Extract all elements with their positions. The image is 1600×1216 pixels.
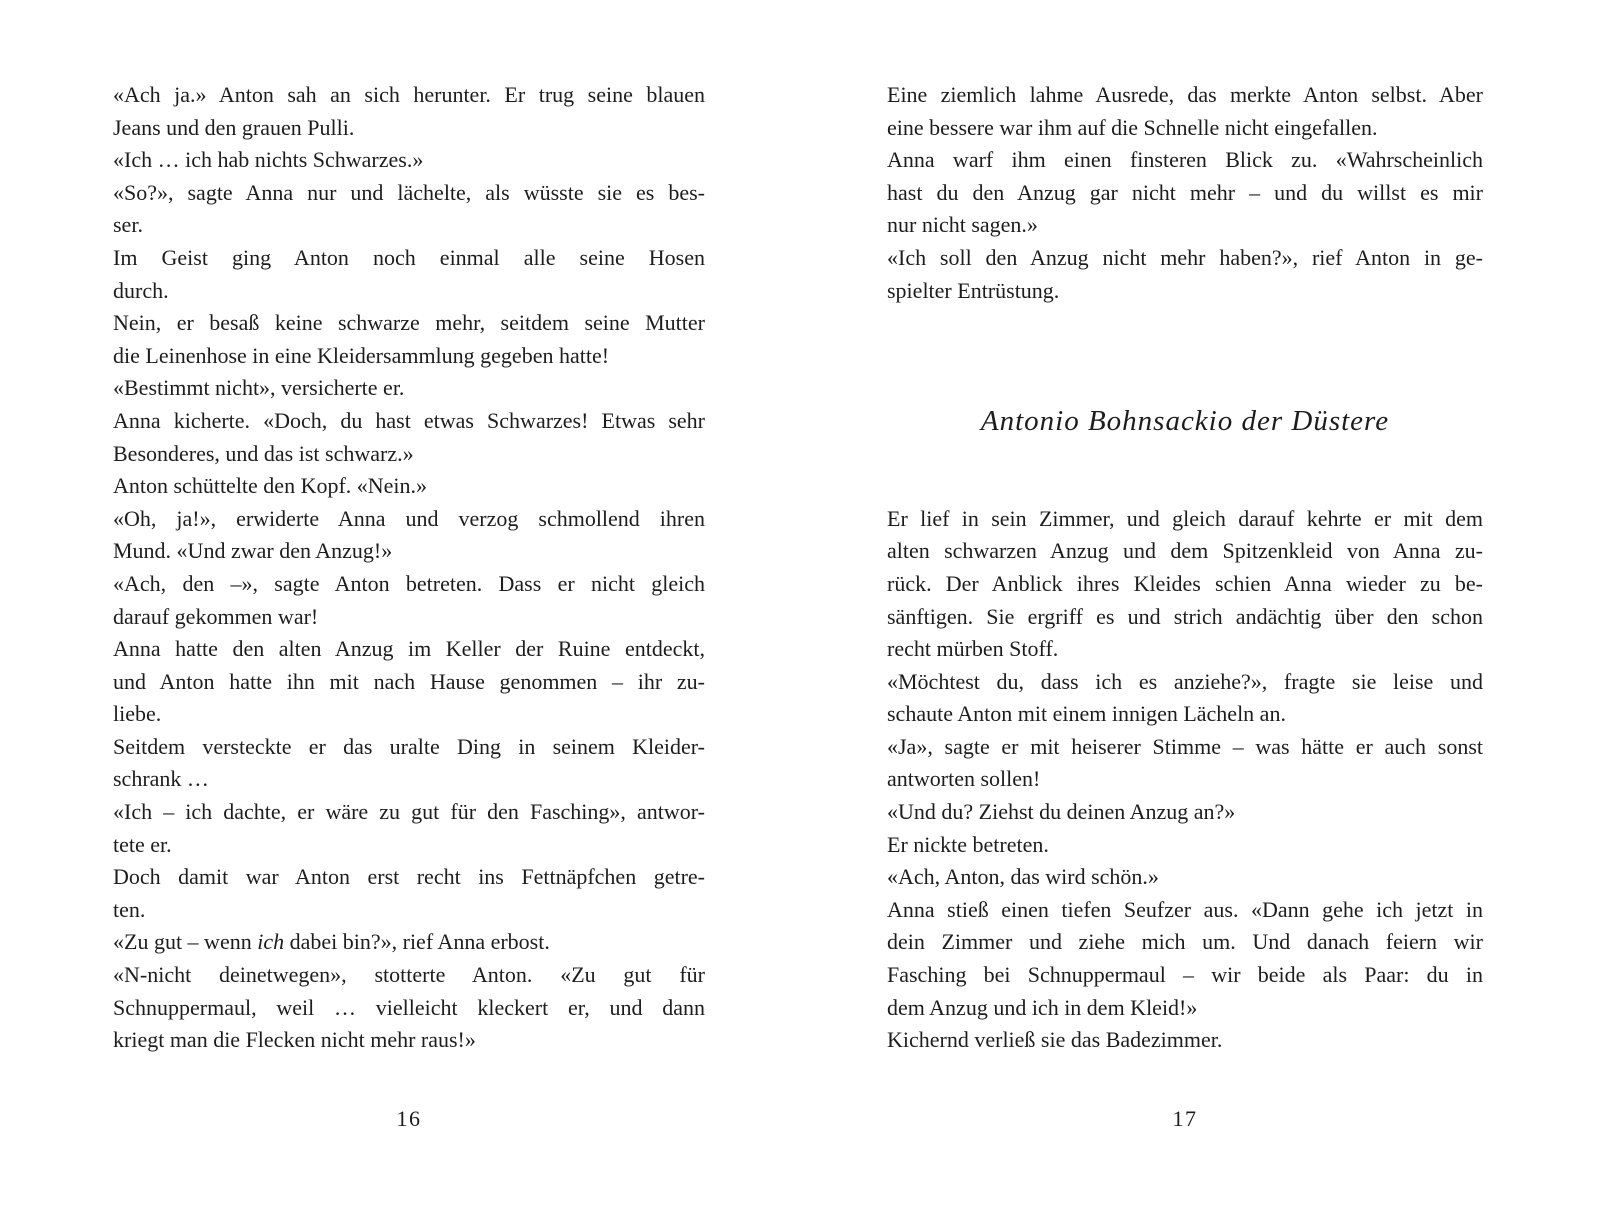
text-line — [887, 209, 1483, 242]
text-line — [113, 796, 705, 829]
text-run: hast du den Anzug gar nicht mehr – und du willst es mir — [887, 179, 1483, 205]
text-line — [113, 242, 705, 275]
text-line — [887, 731, 1483, 764]
text-line — [113, 894, 705, 927]
text-run: Anton schüttelte den Kopf. «Nein.» — [113, 473, 428, 499]
text-line — [887, 666, 1483, 699]
text-line — [887, 275, 1483, 308]
text-line — [887, 112, 1483, 145]
text-run: «So?», sagte Anna nur und lächelte, als wüsste sie es bes- — [113, 179, 705, 205]
text-line — [113, 601, 705, 634]
text-run: Nein, er besaß keine schwarze mehr, seitdem seine Mutter — [113, 310, 705, 336]
text-run: Doch damit war Anton erst recht ins Fettnäpfchen getre- — [113, 864, 705, 890]
text-run: «Ich … ich hab nichts Schwarzes.» — [113, 147, 424, 173]
text-run: «Ach ja.» Anton sah an sich herunter. Er trug seine blauen — [113, 82, 705, 107]
text-line — [887, 144, 1483, 177]
text-line — [887, 796, 1483, 829]
text-run: Eine ziemlich lahme Ausrede, das merkte Anton selbst. Aber — [887, 82, 1483, 107]
text-run: Er lief in sein Zimmer, und gleich darauf kehrte er mit dem — [887, 505, 1483, 531]
text-run: eine bessere war ihm auf die Schnelle nicht eingefallen. — [887, 114, 1378, 140]
text-line — [113, 372, 705, 405]
text-run: rück. Der Anblick ihres Kleides schien Anna wieder zu be- — [887, 570, 1483, 596]
chapter-heading: Antonio Bohnsackio der Düstere — [980, 404, 1390, 437]
text-run: «Bestimmt nicht», versicherte er. — [113, 375, 405, 401]
text-run: «Ach, den –», sagte Anton betreten. Dass er nicht gleich — [113, 570, 705, 596]
text-run: die Leinenhose in eine Kleidersammlung gegeben hatte! — [113, 342, 610, 368]
text-line — [113, 959, 705, 992]
text-run: schrank … — [113, 766, 209, 792]
text-line — [113, 177, 705, 210]
text-line — [113, 112, 705, 145]
text-run: Besonderes, und das ist schwarz.» — [113, 440, 414, 466]
text-run: «Ach, Anton, das wird schön.» — [887, 864, 1159, 890]
text-line — [887, 177, 1483, 210]
text-run: sänftigen. Sie ergriff es und strich andächtig über den schon — [887, 603, 1483, 629]
text-line — [113, 763, 705, 796]
text-line — [113, 503, 705, 536]
right-page-text-top — [887, 79, 1483, 307]
right-page-text-bottom — [887, 503, 1483, 1057]
text-run: und Anton hatte ihn mit nach Hause genommen – ihr zu- — [113, 668, 705, 694]
text-line — [113, 144, 705, 177]
text-line — [887, 959, 1483, 992]
text-line — [113, 1024, 705, 1057]
text-run: dein Zimmer und ziehe mich um. Und danach feiern wir — [887, 929, 1483, 955]
text-run: «Möchtest du, dass ich es anziehe?», fragte sie leise und — [887, 668, 1483, 694]
text-line — [113, 666, 705, 699]
left-page-text — [113, 79, 705, 1057]
text-line — [113, 731, 705, 764]
text-line — [113, 340, 705, 373]
text-line — [113, 470, 705, 503]
right-page-number: 17 — [1172, 1106, 1198, 1131]
text-line — [113, 568, 705, 601]
text-line — [113, 992, 705, 1025]
text-run: Anna hatte den alten Anzug im Keller der Ruine entdeckt, — [113, 636, 705, 662]
text-run: «Ja», sagte er mit heiserer Stimme – was hätte er auch sonst — [887, 733, 1483, 759]
text-line — [887, 79, 1483, 112]
text-run: Er nickte betreten. — [887, 831, 1049, 857]
text-line — [887, 1024, 1483, 1057]
text-run: recht mürben Stoff. — [887, 636, 1059, 662]
text-line — [113, 698, 705, 731]
text-line — [113, 829, 705, 862]
text-run: Jeans und den grauen Pulli. — [113, 114, 355, 140]
text-run: schaute Anton mit einem innigen Lächeln an. — [887, 701, 1286, 727]
text-run: Anna stieß einen tiefen Seufzer aus. «Dann gehe ich jetzt in — [887, 896, 1483, 922]
text-line — [887, 763, 1483, 796]
text-line — [113, 926, 705, 959]
text-line — [113, 861, 705, 894]
text-line — [887, 633, 1483, 666]
text-line — [887, 829, 1483, 862]
text-run: spielter Entrüstung. — [887, 277, 1060, 303]
text-line — [113, 438, 705, 471]
text-run: kriegt man die Flecken nicht mehr raus!» — [113, 1027, 476, 1053]
text-run: Im Geist ging Anton noch einmal alle seine Hosen — [113, 244, 705, 270]
text-run: Seitdem versteckte er das uralte Ding in seinem Kleider- — [113, 733, 705, 759]
text-line — [887, 568, 1483, 601]
left-page — [113, 0, 705, 1216]
text-run: «Und du? Ziehst du deinen Anzug an?» — [887, 799, 1236, 825]
text-run: nur nicht sagen.» — [887, 212, 1038, 238]
text-line — [113, 633, 705, 666]
text-line — [113, 79, 705, 112]
text-line — [113, 307, 705, 340]
right-page — [887, 0, 1483, 1216]
text-run: Anna warf ihm einen finsteren Blick zu. «Wahrscheinlich — [887, 147, 1483, 173]
text-run: «Zu gut – wenn — [113, 929, 258, 955]
left-page-number: 16 — [396, 1106, 422, 1131]
text-line — [887, 503, 1483, 536]
text-run: alten schwarzen Anzug und dem Spitzenkleid von Anna zu- — [887, 538, 1483, 564]
text-line — [887, 861, 1483, 894]
text-run: durch. — [113, 277, 169, 303]
text-run: tete er. — [113, 831, 172, 857]
text-run: darauf gekommen war! — [113, 603, 319, 629]
text-line — [113, 209, 705, 242]
text-line — [887, 535, 1483, 568]
text-run: Mund. «Und zwar den Anzug!» — [113, 538, 393, 564]
text-line — [887, 992, 1483, 1025]
text-run: «Oh, ja!», erwiderte Anna und verzog schmollend ihren — [113, 505, 705, 531]
emphasized-text: ich — [257, 929, 285, 955]
text-run: ten. — [113, 896, 146, 922]
text-run: Anna kicherte. «Doch, du hast etwas Schwarzes! Etwas sehr — [113, 407, 705, 433]
text-run: Schnuppermaul, weil … vielleicht kleckert er, und dann — [113, 994, 705, 1020]
text-run: «Ich – ich dachte, er wäre zu gut für den Fasching», antwor- — [113, 799, 705, 825]
text-run: dabei bin?», rief Anna erbost. — [284, 929, 550, 955]
text-line — [113, 535, 705, 568]
text-run: ser. — [113, 212, 143, 238]
text-line — [887, 926, 1483, 959]
text-line — [113, 405, 705, 438]
text-run: liebe. — [113, 701, 162, 727]
text-line — [887, 242, 1483, 275]
text-run: «N-nicht deinetwegen», stotterte Anton. «Zu gut für — [113, 962, 705, 988]
text-run: antworten sollen! — [887, 766, 1041, 792]
text-line — [887, 601, 1483, 634]
text-line — [887, 698, 1483, 731]
text-run: Kichernd verließ sie das Badezimmer. — [887, 1027, 1223, 1053]
text-run: Fasching bei Schnuppermaul – wir beide als Paar: du in — [887, 962, 1483, 988]
text-line — [887, 894, 1483, 927]
text-run: dem Anzug und ich in dem Kleid!» — [887, 994, 1198, 1020]
right-page-flow — [887, 79, 1483, 1057]
text-line — [113, 275, 705, 308]
text-run: «Ich soll den Anzug nicht mehr haben?», rief Anton in ge- — [887, 244, 1483, 270]
